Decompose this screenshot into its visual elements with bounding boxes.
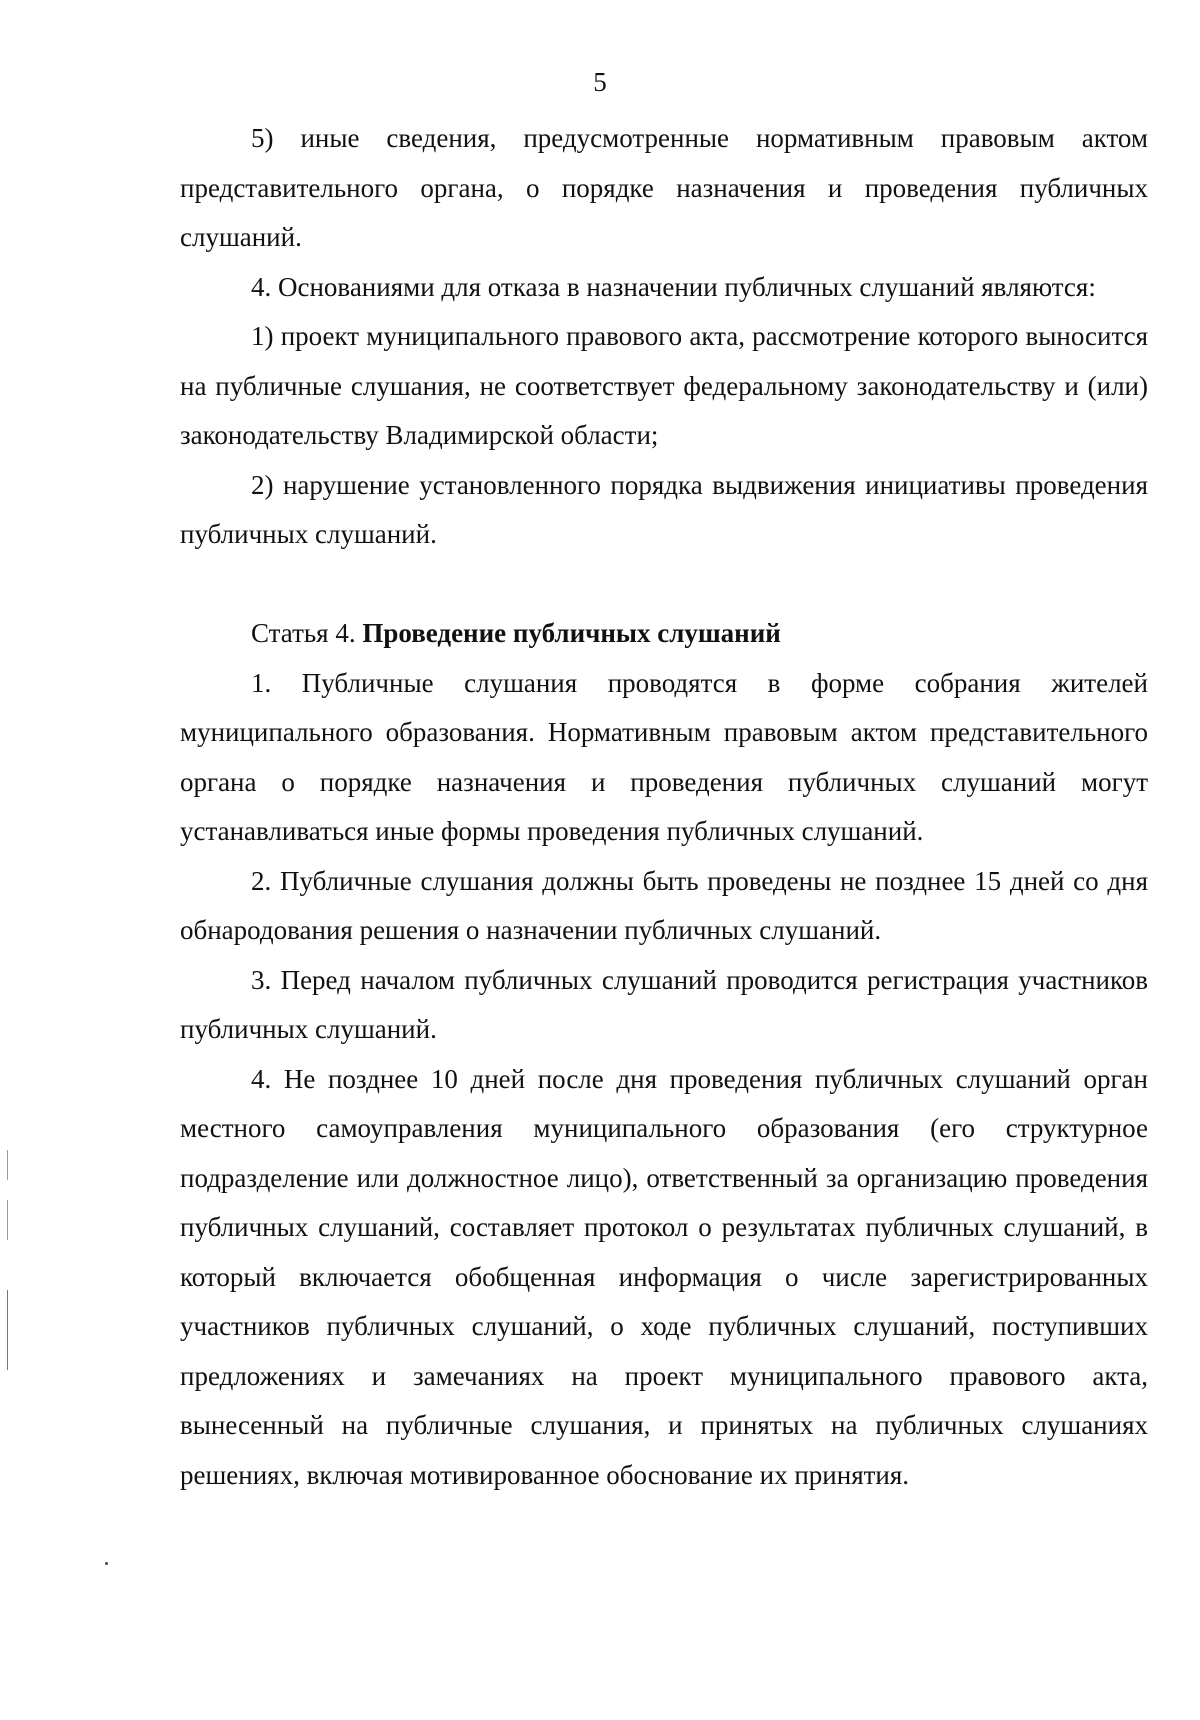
paragraph-subitem-2: 2) нарушение установленного порядка выдвижения инициативы проведения публичных слушаний. [180, 469, 1148, 549]
scan-mark [7, 1150, 8, 1180]
article-title: Проведение публичных слушаний [362, 618, 781, 648]
scan-mark [7, 1290, 8, 1370]
article-paragraph-2: 2. Публичные слушания должны быть проведены не позднее 15 дней со дня обнародования решения о назначении публичных слушаний. [180, 865, 1148, 945]
article-prefix: Статья 4. [251, 618, 363, 648]
paragraph-subitem-1: 1) проект муниципального правового акта, рассмотрение которого выносится на публичные слушания, не соответствует федеральному законодательству и (или) законодательству Владимирской области; [180, 321, 1148, 450]
article-paragraph-4: 4. Не позднее 10 дней после дня проведения публичных слушаний орган местного самоуправления муниципального образования (его структурное подразделение или должностное лицо), ответственный за организацию проведения публичных слушаний, составляет протокол о результатах публичных слушаний, в который включается обобщенная информация о числе зарегистрированных участников публичных слушаний, о ходе публичных слушаний, поступивших предложениях и замечаниях на проект муниципального правового акта, вынесенный на публичные слушания, и принятых на публичных слушаниях решениях, включая мотивированное обоснование их принятия. [180, 1063, 1148, 1490]
scan-mark [7, 1200, 8, 1240]
paragraph-item-5: 5) иные сведения, предусмотренные нормативным правовым актом представительного органа, о порядке назначения и проведения публичных слушаний. [180, 123, 1148, 252]
scan-dot [105, 1562, 108, 1565]
article-paragraph-3: 3. Перед началом публичных слушаний проводится регистрация участников публичных слушаний. [180, 964, 1148, 1044]
page-number: 5 [593, 67, 607, 97]
article-heading [180, 609, 1148, 659]
article-paragraph-1: 1. Публичные слушания проводятся в форме собрания жителей муниципального образования. Нормативным правовым актом представительного органа о порядке назначения и проведения публичных слушаний могут устанавливаться иные формы проведения публичных слушаний. [180, 667, 1148, 846]
paragraph-point-4: 4. Основаниями для отказа в назначении публичных слушаний являются: [251, 271, 1096, 302]
document-body [180, 114, 1148, 1500]
